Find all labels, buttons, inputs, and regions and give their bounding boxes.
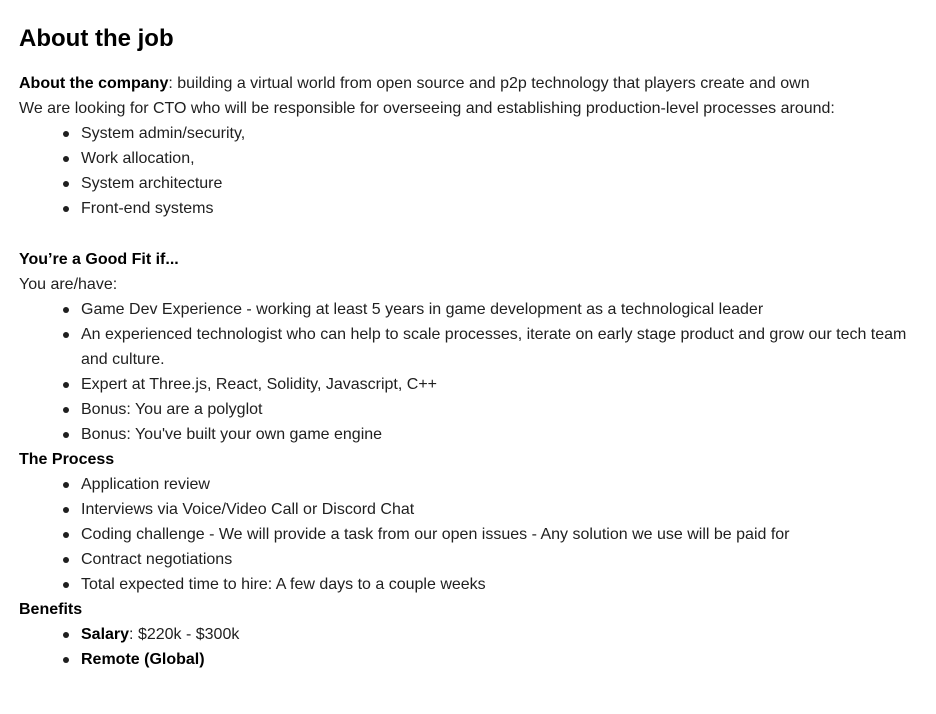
list-item: Application review bbox=[81, 472, 919, 497]
list-item: Front-end systems bbox=[81, 196, 919, 221]
list-item: Work allocation, bbox=[81, 146, 919, 171]
list-item: Total expected time to hire: A few days to a couple weeks bbox=[81, 572, 919, 597]
benefits-heading: Benefits bbox=[19, 601, 83, 618]
list-item: Remote (Global) bbox=[81, 647, 919, 672]
list-item: Interviews via Voice/Video Call or Discord Chat bbox=[81, 497, 919, 522]
salary-value: : $220k - $300k bbox=[129, 626, 240, 643]
list-item bbox=[81, 622, 919, 647]
list-item: Bonus: You've built your own game engine bbox=[81, 422, 919, 447]
process-heading: The Process bbox=[19, 451, 115, 468]
intro-text: We are looking for CTO who will be responsible for overseeing and establishing production-level processes around: bbox=[19, 100, 835, 117]
list-item: Coding challenge - We will provide a task from our open issues - Any solution we use will be paid for bbox=[81, 522, 919, 547]
fit-list bbox=[19, 297, 919, 447]
list-item: System admin/security, bbox=[81, 121, 919, 146]
list-item: System architecture bbox=[81, 171, 919, 196]
list-item: Bonus: You are a polyglot bbox=[81, 397, 919, 422]
areas-list bbox=[19, 121, 919, 221]
benefits-list bbox=[19, 622, 919, 672]
company-label: About the company bbox=[19, 75, 169, 92]
company-text: : building a virtual world from open source and p2p technology that players create and own bbox=[168, 75, 810, 92]
fit-subheading: You are/have: bbox=[19, 276, 118, 293]
list-item: Contract negotiations bbox=[81, 547, 919, 572]
salary-label: Salary bbox=[81, 626, 130, 643]
page-title: About the job bbox=[19, 25, 174, 52]
job-content bbox=[19, 71, 919, 672]
fit-heading: You’re a Good Fit if... bbox=[19, 251, 179, 268]
job-description bbox=[19, 22, 919, 672]
list-item: Expert at Three.js, React, Solidity, Javascript, C++ bbox=[81, 372, 919, 397]
process-list bbox=[19, 472, 919, 597]
list-item: An experienced technologist who can help to scale processes, iterate on early stage product and grow our tech team and culture. bbox=[81, 322, 919, 372]
section-spacer bbox=[19, 221, 919, 247]
list-item: Game Dev Experience - working at least 5 years in game development as a technological leader bbox=[81, 297, 919, 322]
company-line bbox=[19, 71, 919, 96]
